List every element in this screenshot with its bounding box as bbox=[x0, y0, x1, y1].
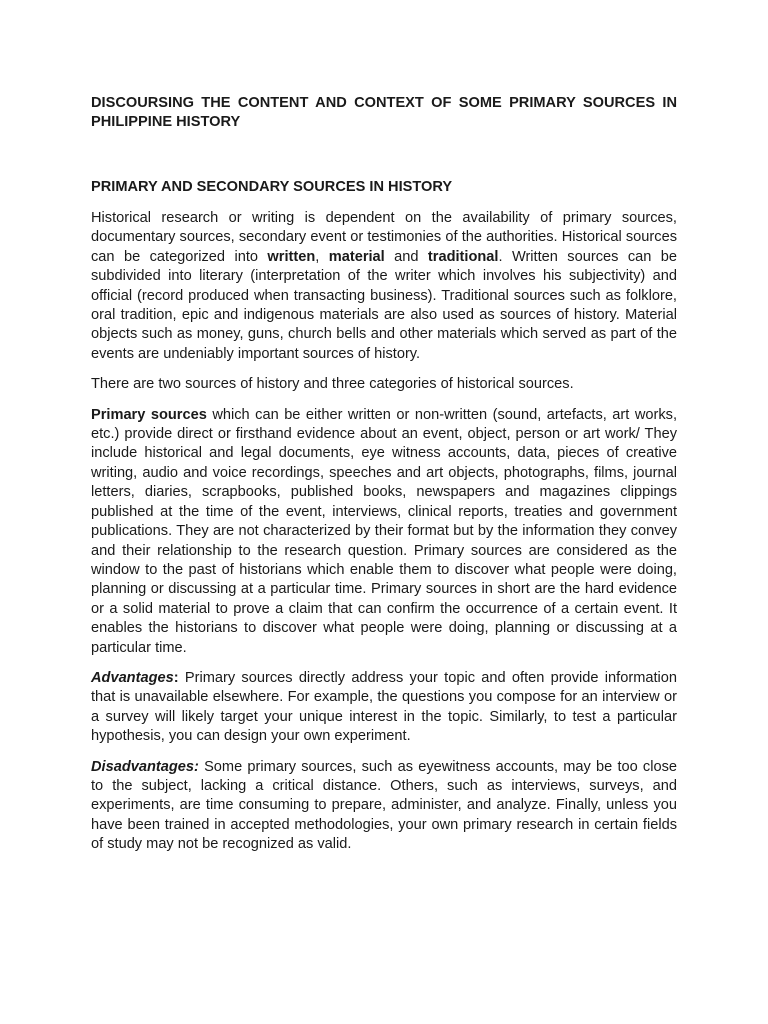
paragraph-two-sources: There are two sources of history and three categories of historical sources. bbox=[91, 376, 574, 393]
advantages-colon: : bbox=[173, 669, 179, 686]
p5-text: Some primary sources, such as eyewitness accounts, may be too close to the subject, lacking a critical distance. Others, such as interviews, surveys, and experiments, are time consuming to prepare, administer, and analyze. Finally, unless you have been trained in accepted methodologies, your own primary research in certain fields of study may not be recognized as valid. bbox=[91, 758, 677, 853]
paragraph-disadvantages bbox=[91, 758, 677, 855]
term-disadvantages: Disadvantages: bbox=[91, 758, 199, 775]
document-title: DISCOURSING THE CONTENT AND CONTEXT OF SOME PRIMARY SOURCES IN PHILIPPINE HISTORY bbox=[91, 95, 677, 130]
term-material: material bbox=[328, 248, 385, 265]
term-traditional: traditional bbox=[427, 248, 499, 265]
p1-text-3: and bbox=[384, 248, 428, 265]
paragraph-historical-research bbox=[91, 209, 677, 364]
p1-text-2: , bbox=[315, 248, 329, 265]
paragraph-advantages bbox=[91, 669, 677, 747]
p1-text-1: Historical research or writing is dependent on the availability of primary sources, documentary sources, secondary event or testimonies of the authorities. Historical sources can be categorized into bbox=[91, 210, 677, 265]
p4-text: Primary sources directly address your topic and often provide information that is unavailable elsewhere. For example, the questions you compose for an interview or a survey will likely target your unique interest in the topic. Similarly, to test a particular hypothesis, you can design your own experiment. bbox=[91, 669, 677, 745]
section-heading: PRIMARY AND SECONDARY SOURCES IN HISTORY bbox=[91, 179, 453, 195]
p3-text: which can be either written or non-written (sound, artefacts, art works, etc.) provide direct or firsthand evidence about an event, object, person or art work/ They include historical and legal documents, eye witness accounts, data, pieces of creative writing, audio and voice recordings, speeches and art objects, photographs, films, journal letters, diaries, scrapbooks, published books, newspapers and magazines clippings published at the time of the event, interviews, clinical reports, treaties and government publications. They are not characterized by their format but by the information they convey and their relationship to the research question. Primary sources are considered as the window to the past of historians which enable them to discover what people were doing, planning or discussing at a particular time. Primary sources in short are the hard evidence or a solid material to prove a claim that can confirm the occurrence of a certain event. It enables the historians to discover what people were doing, planning or discussing at a particular time. bbox=[91, 406, 677, 656]
paragraph-primary-sources bbox=[91, 406, 677, 658]
term-written: written bbox=[267, 248, 316, 265]
term-primary-sources: Primary sources bbox=[91, 406, 207, 423]
term-advantages: Advantages bbox=[91, 669, 174, 686]
p1-text-4: . Written sources can be subdivided into literary (interpretation of the writer which involves his subjectivity) and official (record produced when transacting business). Traditional sources such as folklore, oral tradition, epic and indigenous materials are also used as sources of history. Material objects such as money, guns, church bells and other materials which served as part of the events are undeniably important sources of history. bbox=[91, 248, 678, 362]
